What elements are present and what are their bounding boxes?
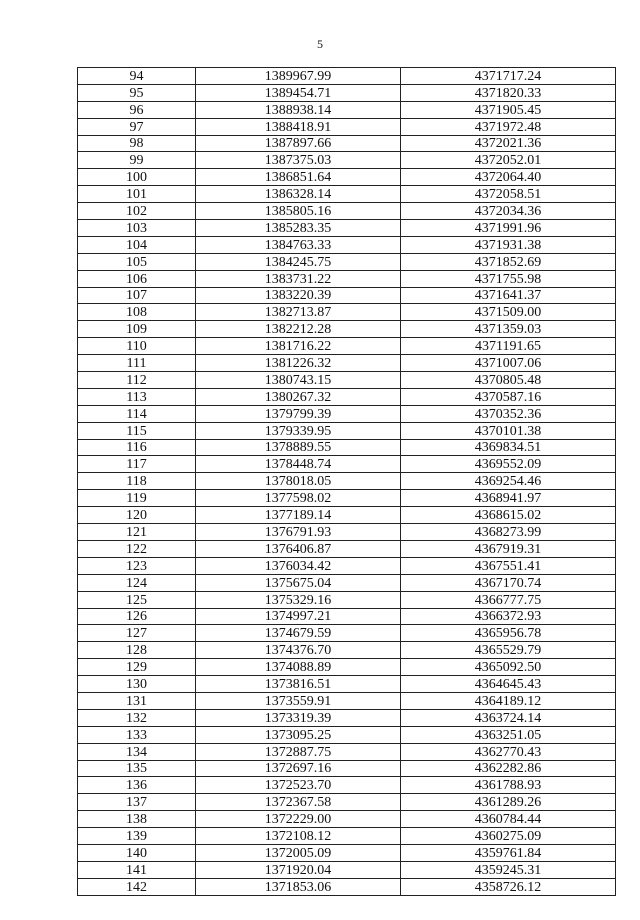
x-coordinate-cell: 1388418.91 — [196, 118, 401, 135]
table-row — [78, 625, 616, 642]
x-coordinate-cell: 1372367.58 — [196, 794, 401, 811]
x-coordinate-cell: 1387375.03 — [196, 152, 401, 169]
point-number-cell: 96 — [78, 101, 196, 118]
table-row — [78, 68, 616, 85]
table-row — [78, 338, 616, 355]
coordinates-table-body — [78, 68, 616, 896]
x-coordinate-cell: 1384763.33 — [196, 236, 401, 253]
y-coordinate-cell: 4363724.14 — [401, 709, 616, 726]
x-coordinate-cell: 1375329.16 — [196, 591, 401, 608]
table-row — [78, 422, 616, 439]
point-number-cell: 133 — [78, 726, 196, 743]
point-number-cell: 116 — [78, 439, 196, 456]
table-row — [78, 777, 616, 794]
x-coordinate-cell: 1383220.39 — [196, 287, 401, 304]
point-number-cell: 119 — [78, 490, 196, 507]
x-coordinate-cell: 1389454.71 — [196, 84, 401, 101]
y-coordinate-cell: 4372021.36 — [401, 135, 616, 152]
x-coordinate-cell: 1373559.91 — [196, 692, 401, 709]
table-row — [78, 709, 616, 726]
x-coordinate-cell: 1372887.75 — [196, 743, 401, 760]
point-number-cell: 105 — [78, 253, 196, 270]
point-number-cell: 123 — [78, 557, 196, 574]
y-coordinate-cell: 4367919.31 — [401, 540, 616, 557]
table-row — [78, 608, 616, 625]
table-row — [78, 676, 616, 693]
point-number-cell: 139 — [78, 828, 196, 845]
y-coordinate-cell: 4371972.48 — [401, 118, 616, 135]
x-coordinate-cell: 1379799.39 — [196, 405, 401, 422]
y-coordinate-cell: 4371905.45 — [401, 101, 616, 118]
point-number-cell: 100 — [78, 169, 196, 186]
table-row — [78, 473, 616, 490]
table-row — [78, 760, 616, 777]
y-coordinate-cell: 4370352.36 — [401, 405, 616, 422]
x-coordinate-cell: 1373816.51 — [196, 676, 401, 693]
x-coordinate-cell: 1374997.21 — [196, 608, 401, 625]
coordinates-table — [77, 67, 616, 896]
x-coordinate-cell: 1380743.15 — [196, 372, 401, 389]
y-coordinate-cell: 4371359.03 — [401, 321, 616, 338]
y-coordinate-cell: 4365092.50 — [401, 659, 616, 676]
x-coordinate-cell: 1372697.16 — [196, 760, 401, 777]
y-coordinate-cell: 4369552.09 — [401, 456, 616, 473]
y-coordinate-cell: 4372064.40 — [401, 169, 616, 186]
point-number-cell: 140 — [78, 844, 196, 861]
table-row — [78, 84, 616, 101]
x-coordinate-cell: 1376406.87 — [196, 540, 401, 557]
point-number-cell: 101 — [78, 186, 196, 203]
table-row — [78, 811, 616, 828]
point-number-cell: 102 — [78, 203, 196, 220]
point-number-cell: 107 — [78, 287, 196, 304]
y-coordinate-cell: 4369834.51 — [401, 439, 616, 456]
point-number-cell: 117 — [78, 456, 196, 473]
y-coordinate-cell: 4370805.48 — [401, 372, 616, 389]
x-coordinate-cell: 1382713.87 — [196, 304, 401, 321]
x-coordinate-cell: 1378018.05 — [196, 473, 401, 490]
x-coordinate-cell: 1372229.00 — [196, 811, 401, 828]
point-number-cell: 141 — [78, 861, 196, 878]
x-coordinate-cell: 1373319.39 — [196, 709, 401, 726]
y-coordinate-cell: 4365529.79 — [401, 642, 616, 659]
point-number-cell: 112 — [78, 372, 196, 389]
x-coordinate-cell: 1381716.22 — [196, 338, 401, 355]
table-row — [78, 692, 616, 709]
point-number-cell: 135 — [78, 760, 196, 777]
x-coordinate-cell: 1379339.95 — [196, 422, 401, 439]
y-coordinate-cell: 4359761.84 — [401, 844, 616, 861]
x-coordinate-cell: 1384245.75 — [196, 253, 401, 270]
x-coordinate-cell: 1372005.09 — [196, 844, 401, 861]
y-coordinate-cell: 4366777.75 — [401, 591, 616, 608]
point-number-cell: 103 — [78, 220, 196, 237]
x-coordinate-cell: 1373095.25 — [196, 726, 401, 743]
x-coordinate-cell: 1386851.64 — [196, 169, 401, 186]
y-coordinate-cell: 4371717.24 — [401, 68, 616, 85]
point-number-cell: 142 — [78, 878, 196, 895]
y-coordinate-cell: 4371852.69 — [401, 253, 616, 270]
x-coordinate-cell: 1372108.12 — [196, 828, 401, 845]
point-number-cell: 98 — [78, 135, 196, 152]
x-coordinate-cell: 1385805.16 — [196, 203, 401, 220]
x-coordinate-cell: 1375675.04 — [196, 574, 401, 591]
x-coordinate-cell: 1374376.70 — [196, 642, 401, 659]
table-row — [78, 456, 616, 473]
table-row — [78, 203, 616, 220]
point-number-cell: 126 — [78, 608, 196, 625]
y-coordinate-cell: 4371931.38 — [401, 236, 616, 253]
y-coordinate-cell: 4372052.01 — [401, 152, 616, 169]
point-number-cell: 99 — [78, 152, 196, 169]
y-coordinate-cell: 4371991.96 — [401, 220, 616, 237]
table-row — [78, 169, 616, 186]
table-row — [78, 101, 616, 118]
point-number-cell: 136 — [78, 777, 196, 794]
table-row — [78, 270, 616, 287]
x-coordinate-cell: 1383731.22 — [196, 270, 401, 287]
y-coordinate-cell: 4365956.78 — [401, 625, 616, 642]
point-number-cell: 130 — [78, 676, 196, 693]
x-coordinate-cell: 1376034.42 — [196, 557, 401, 574]
table-row — [78, 186, 616, 203]
y-coordinate-cell: 4369254.46 — [401, 473, 616, 490]
table-row — [78, 844, 616, 861]
y-coordinate-cell: 4371755.98 — [401, 270, 616, 287]
table-row — [78, 321, 616, 338]
table-row — [78, 557, 616, 574]
table-row — [78, 304, 616, 321]
y-coordinate-cell: 4364645.43 — [401, 676, 616, 693]
table-row — [78, 574, 616, 591]
table-row — [78, 743, 616, 760]
y-coordinate-cell: 4372058.51 — [401, 186, 616, 203]
y-coordinate-cell: 4370101.38 — [401, 422, 616, 439]
table-row — [78, 152, 616, 169]
y-coordinate-cell: 4371820.33 — [401, 84, 616, 101]
x-coordinate-cell: 1380267.32 — [196, 388, 401, 405]
x-coordinate-cell: 1388938.14 — [196, 101, 401, 118]
x-coordinate-cell: 1385283.35 — [196, 220, 401, 237]
point-number-cell: 132 — [78, 709, 196, 726]
table-row — [78, 118, 616, 135]
table-row — [78, 878, 616, 895]
table-row — [78, 372, 616, 389]
table-row — [78, 659, 616, 676]
y-coordinate-cell: 4358726.12 — [401, 878, 616, 895]
x-coordinate-cell: 1377189.14 — [196, 507, 401, 524]
point-number-cell: 109 — [78, 321, 196, 338]
table-row — [78, 591, 616, 608]
x-coordinate-cell: 1378448.74 — [196, 456, 401, 473]
point-number-cell: 108 — [78, 304, 196, 321]
table-row — [78, 490, 616, 507]
y-coordinate-cell: 4371007.06 — [401, 355, 616, 372]
point-number-cell: 113 — [78, 388, 196, 405]
x-coordinate-cell: 1389967.99 — [196, 68, 401, 85]
y-coordinate-cell: 4366372.93 — [401, 608, 616, 625]
table-row — [78, 405, 616, 422]
table-row — [78, 726, 616, 743]
x-coordinate-cell: 1386328.14 — [196, 186, 401, 203]
y-coordinate-cell: 4359245.31 — [401, 861, 616, 878]
table-row — [78, 236, 616, 253]
y-coordinate-cell: 4371509.00 — [401, 304, 616, 321]
y-coordinate-cell: 4372034.36 — [401, 203, 616, 220]
table-row — [78, 861, 616, 878]
table-row — [78, 253, 616, 270]
x-coordinate-cell: 1371853.06 — [196, 878, 401, 895]
y-coordinate-cell: 4370587.16 — [401, 388, 616, 405]
x-coordinate-cell: 1387897.66 — [196, 135, 401, 152]
point-number-cell: 131 — [78, 692, 196, 709]
point-number-cell: 114 — [78, 405, 196, 422]
x-coordinate-cell: 1377598.02 — [196, 490, 401, 507]
point-number-cell: 120 — [78, 507, 196, 524]
table-row — [78, 642, 616, 659]
point-number-cell: 94 — [78, 68, 196, 85]
point-number-cell: 138 — [78, 811, 196, 828]
point-number-cell: 118 — [78, 473, 196, 490]
point-number-cell: 137 — [78, 794, 196, 811]
point-number-cell: 124 — [78, 574, 196, 591]
table-row — [78, 540, 616, 557]
y-coordinate-cell: 4368615.02 — [401, 507, 616, 524]
table-row — [78, 524, 616, 541]
y-coordinate-cell: 4368941.97 — [401, 490, 616, 507]
y-coordinate-cell: 4367170.74 — [401, 574, 616, 591]
table-row — [78, 388, 616, 405]
point-number-cell: 97 — [78, 118, 196, 135]
x-coordinate-cell: 1378889.55 — [196, 439, 401, 456]
table-row — [78, 220, 616, 237]
point-number-cell: 95 — [78, 84, 196, 101]
table-row — [78, 439, 616, 456]
y-coordinate-cell: 4361289.26 — [401, 794, 616, 811]
x-coordinate-cell: 1381226.32 — [196, 355, 401, 372]
y-coordinate-cell: 4368273.99 — [401, 524, 616, 541]
y-coordinate-cell: 4362282.86 — [401, 760, 616, 777]
point-number-cell: 128 — [78, 642, 196, 659]
x-coordinate-cell: 1376791.93 — [196, 524, 401, 541]
table-row — [78, 507, 616, 524]
y-coordinate-cell: 4364189.12 — [401, 692, 616, 709]
y-coordinate-cell: 4362770.43 — [401, 743, 616, 760]
point-number-cell: 106 — [78, 270, 196, 287]
point-number-cell: 122 — [78, 540, 196, 557]
x-coordinate-cell: 1371920.04 — [196, 861, 401, 878]
table-row — [78, 287, 616, 304]
x-coordinate-cell: 1374679.59 — [196, 625, 401, 642]
table-row — [78, 828, 616, 845]
y-coordinate-cell: 4361788.93 — [401, 777, 616, 794]
point-number-cell: 129 — [78, 659, 196, 676]
point-number-cell: 125 — [78, 591, 196, 608]
point-number-cell: 115 — [78, 422, 196, 439]
point-number-cell: 121 — [78, 524, 196, 541]
x-coordinate-cell: 1374088.89 — [196, 659, 401, 676]
table-row — [78, 794, 616, 811]
y-coordinate-cell: 4360784.44 — [401, 811, 616, 828]
point-number-cell: 110 — [78, 338, 196, 355]
y-coordinate-cell: 4367551.41 — [401, 557, 616, 574]
table-row — [78, 355, 616, 372]
x-coordinate-cell: 1372523.70 — [196, 777, 401, 794]
y-coordinate-cell: 4360275.09 — [401, 828, 616, 845]
page-number: 5 — [317, 37, 323, 51]
table-row — [78, 135, 616, 152]
point-number-cell: 104 — [78, 236, 196, 253]
y-coordinate-cell: 4371641.37 — [401, 287, 616, 304]
point-number-cell: 134 — [78, 743, 196, 760]
point-number-cell: 111 — [78, 355, 196, 372]
y-coordinate-cell: 4363251.05 — [401, 726, 616, 743]
point-number-cell: 127 — [78, 625, 196, 642]
x-coordinate-cell: 1382212.28 — [196, 321, 401, 338]
y-coordinate-cell: 4371191.65 — [401, 338, 616, 355]
